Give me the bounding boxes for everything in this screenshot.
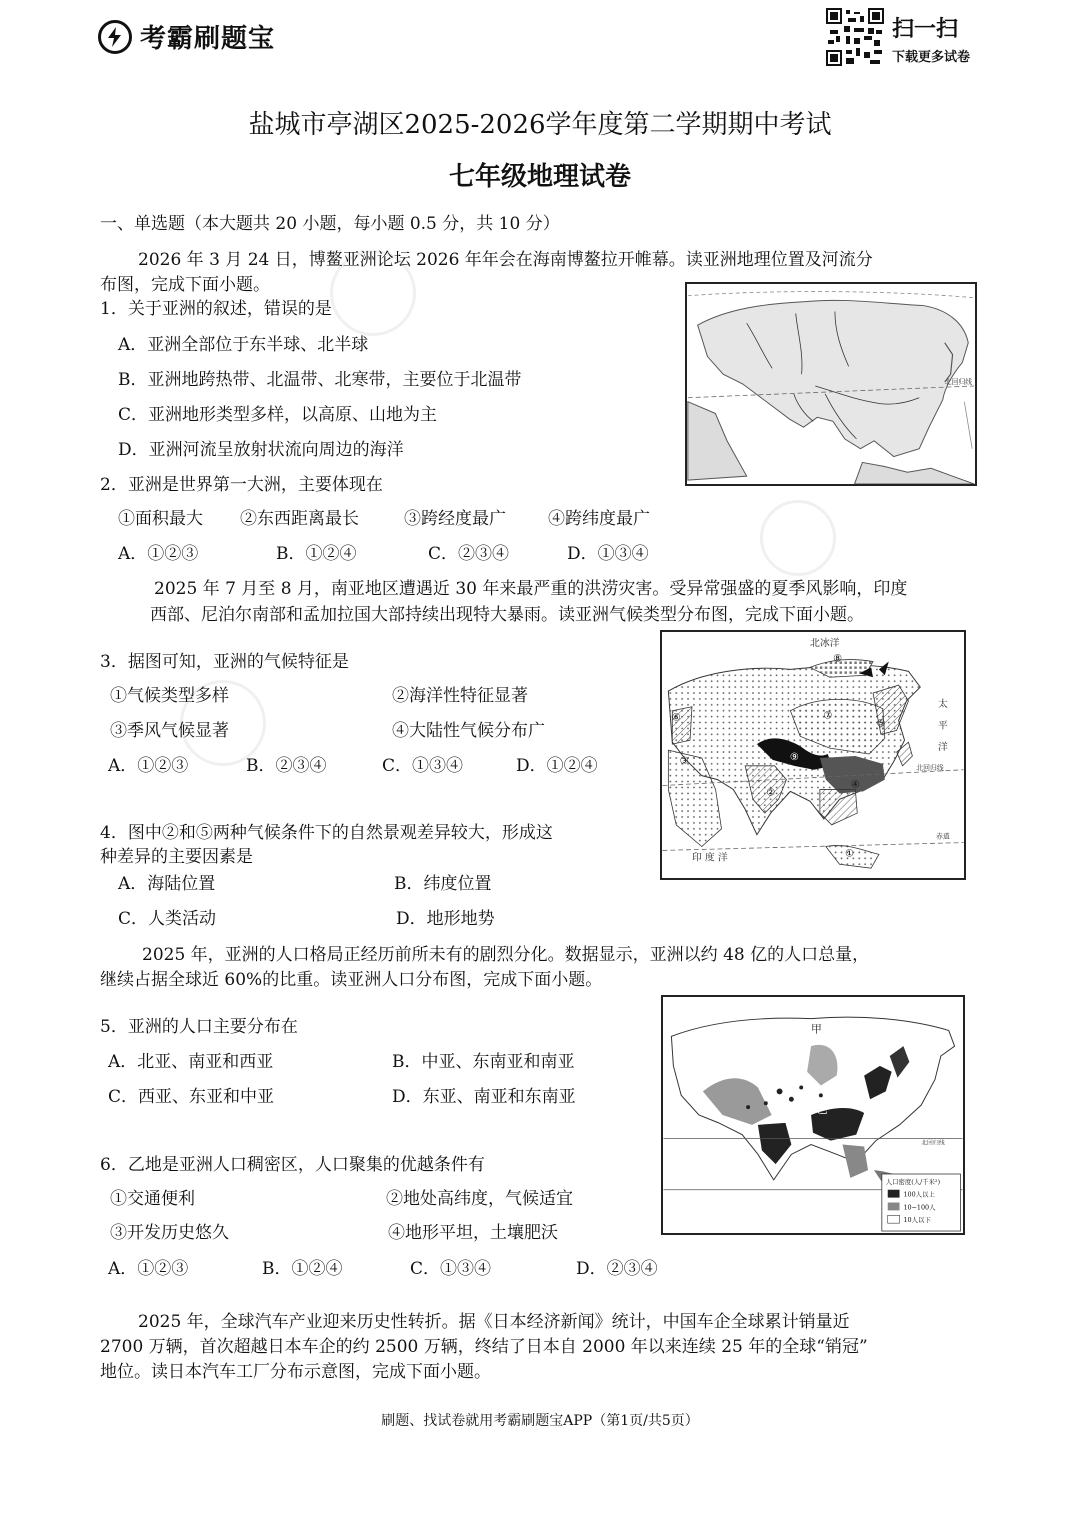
climate-label-3: ③ — [679, 755, 689, 767]
legend-title: 人口密度(人/千米²) — [885, 1177, 941, 1186]
section-heading: 一、单选题（本大题共 20 小题，每小题 0.5 分，共 10 分） — [100, 214, 560, 234]
q1-option-b[interactable]: B．亚洲地跨热带、北温带、北寒带，主要位于北温带 — [118, 370, 522, 390]
q6-item-1: ①交通便利 — [110, 1189, 195, 1209]
scan-promo[interactable] — [892, 12, 970, 65]
asia-population-map — [661, 995, 965, 1235]
pacific-label-2: 平 — [937, 720, 948, 732]
q6-item-2: ②地处高纬度，气候适宜 — [386, 1189, 573, 1209]
q3-item-1: ①气候类型多样 — [110, 686, 229, 706]
q4-option-c[interactable]: C．人类活动 — [118, 909, 217, 929]
climate-label-7: ⑦ — [823, 710, 833, 722]
legend-high: 100人以上 — [903, 1190, 935, 1199]
q4-stem-line-2: 种差异的主要因素是 — [100, 847, 253, 867]
q2-option-c[interactable]: C．②③④ — [428, 544, 510, 564]
q2-option-a[interactable]: A．①②③ — [118, 544, 199, 564]
legend-low: 10人以下 — [903, 1216, 931, 1225]
climate-label-2: ② — [766, 787, 776, 799]
legend-mid: 10~100人 — [903, 1203, 936, 1212]
q2-item-1: ①面积最大 — [118, 509, 203, 529]
q4-option-a[interactable]: A．海陆位置 — [118, 874, 216, 894]
q3-item-2: ②海洋性特征显著 — [392, 686, 528, 706]
intro-1-line-2: 布图，完成下面小题。 — [100, 275, 270, 295]
page-footer: 刷题、找试卷就用考霸刷题宝APP（第1页/共5页） — [381, 1413, 699, 1429]
lightning-logo-icon — [98, 20, 132, 54]
climate-label-6: ⑥ — [671, 712, 681, 724]
climate-label-1: ① — [845, 848, 854, 860]
climate-tropic-label: 北回归线 — [916, 763, 944, 772]
legend-swatch-high — [888, 1190, 900, 1198]
intro-2-line-2: 西部、尼泊尔南部和孟加拉国大部持续出现特大暴雨。读亚洲气候类型分布图，完成下面小题。 — [150, 605, 864, 625]
q6-option-c[interactable]: C．①③④ — [410, 1259, 492, 1279]
watermark — [760, 500, 836, 576]
climate-label-4: ④ — [850, 779, 860, 791]
q3-item-4: ④大陆性气候分布广 — [392, 721, 545, 741]
asia-river-map — [685, 282, 977, 486]
intro-4-line-2: 2700 万辆，首次超越日本车企的约 2500 万辆，终结了日本自 2000 年以来连续 25 年的全球“销冠” — [100, 1337, 868, 1357]
q4-option-b[interactable]: B．纬度位置 — [394, 874, 492, 894]
climate-equator-label: 赤道 — [936, 832, 950, 841]
q3-option-d[interactable]: D．①②④ — [516, 756, 598, 776]
pacific-label-1: 太 — [937, 698, 948, 710]
brand-name: 考霸刷题宝 — [140, 24, 276, 54]
exam-subtitle: 七年级地理试卷 — [448, 162, 631, 192]
climate-label-9: ⑨ — [789, 751, 799, 763]
q5-stem: 5．亚洲的人口主要分布在 — [100, 1017, 298, 1037]
asia-river-map-graphic — [687, 284, 975, 484]
pacific-label-3: 洋 — [937, 742, 948, 754]
intro-4-line-3: 地位。读日本汽车工厂分布示意图，完成下面小题。 — [100, 1362, 491, 1382]
q1-option-c[interactable]: C．亚洲地形类型多样，以高原、山地为主 — [118, 405, 438, 425]
q3-item-3: ③季风气候显著 — [110, 721, 229, 741]
q6-item-3: ③开发历史悠久 — [110, 1223, 229, 1243]
asia-climate-map-graphic — [662, 632, 964, 878]
asia-population-map-graphic — [663, 997, 963, 1233]
q4-option-d[interactable]: D．地形地势 — [396, 909, 495, 929]
qr-code-icon[interactable] — [826, 8, 884, 66]
population-legend — [882, 1174, 961, 1231]
q6-option-b[interactable]: B．①②④ — [262, 1259, 343, 1279]
q2-item-3: ③跨经度最广 — [404, 509, 506, 529]
q3-option-c[interactable]: C．①③④ — [382, 756, 464, 776]
q2-option-d[interactable]: D．①③④ — [567, 544, 649, 564]
legend-swatch-mid — [888, 1203, 900, 1211]
q1-stem: 1．关于亚洲的叙述，错误的是 — [100, 299, 332, 319]
q6-item-4: ④地形平坦，土壤肥沃 — [388, 1223, 558, 1243]
intro-3-line-1: 2025 年，亚洲的人口格局正经历前所未有的剧烈分化。数据显示，亚洲以约 48 亿的人口总量， — [142, 945, 870, 965]
q3-option-a[interactable]: A．①②③ — [108, 756, 189, 776]
river-map-tropic-label: 北回归线 — [944, 378, 973, 386]
q1-option-d[interactable]: D．亚洲河流呈放射状流向周边的海洋 — [118, 440, 404, 460]
asia-climate-map — [660, 630, 966, 880]
scan-subtitle: 下载更多试卷 — [892, 50, 971, 65]
legend-swatch-low — [888, 1215, 900, 1223]
q2-item-2: ②东西距离最长 — [240, 509, 359, 529]
intro-4-line-1: 2025 年，全球汽车产业迎来历史性转折。据《日本经济新闻》统计，中国车企全球累计销量近 — [138, 1312, 850, 1332]
q6-option-d[interactable]: D．②③④ — [576, 1259, 658, 1279]
q6-stem: 6．乙地是亚洲人口稠密区，人口聚集的优越条件有 — [100, 1155, 485, 1175]
pop-tropic-label: 北回归线 — [921, 1140, 945, 1147]
q4-stem-line-1: 4．图中②和⑤两种气候条件下的自然景观差异较大，形成这 — [100, 823, 553, 843]
exam-title: 盐城市亭湖区2025-2026学年度第二学期期中考试 — [248, 110, 832, 140]
brand — [98, 18, 275, 55]
q3-stem: 3．据图可知，亚洲的气候特征是 — [100, 652, 349, 672]
region-yi-label: 乙 — [816, 1103, 828, 1117]
scan-title: 扫一扫 — [892, 17, 959, 42]
arctic-ocean-label: 北冰洋 — [810, 637, 840, 649]
q5-option-c[interactable]: C．西亚、东亚和中亚 — [108, 1087, 275, 1107]
q2-item-4: ④跨纬度最广 — [548, 509, 650, 529]
climate-label-8: ⑧ — [833, 653, 843, 665]
intro-1-line-1: 2026 年 3 月 24 日，博鳌亚洲论坛 2026 年年会在海南博鳌拉开帷幕。读亚洲地理位置及河流分 — [138, 250, 873, 270]
q6-option-a[interactable]: A．①②③ — [108, 1259, 189, 1279]
q2-option-b[interactable]: B．①②④ — [276, 544, 357, 564]
q5-option-b[interactable]: B．中亚、东南亚和南亚 — [392, 1052, 575, 1072]
region-jia-label: 甲 — [811, 1022, 822, 1036]
q5-option-d[interactable]: D．东亚、南亚和东南亚 — [392, 1087, 576, 1107]
intro-2-line-1: 2025 年 7 月至 8 月，南亚地区遭遇近 30 年来最严重的洪涝灾害。受异常强盛的夏季风影响，印度 — [154, 579, 908, 599]
q1-option-a[interactable]: A．亚洲全部位于东半球、北半球 — [118, 335, 369, 355]
climate-label-5: ⑤ — [876, 718, 886, 730]
q5-option-a[interactable]: A．北亚、南亚和西亚 — [108, 1052, 274, 1072]
q3-option-b[interactable]: B．②③④ — [246, 756, 327, 776]
q2-stem: 2．亚洲是世界第一大洲，主要体现在 — [100, 475, 383, 495]
indian-ocean-label: 印 度 洋 — [691, 852, 728, 864]
intro-3-line-2: 继续占据全球近 60%的比重。读亚洲人口分布图，完成下面小题。 — [100, 970, 603, 990]
